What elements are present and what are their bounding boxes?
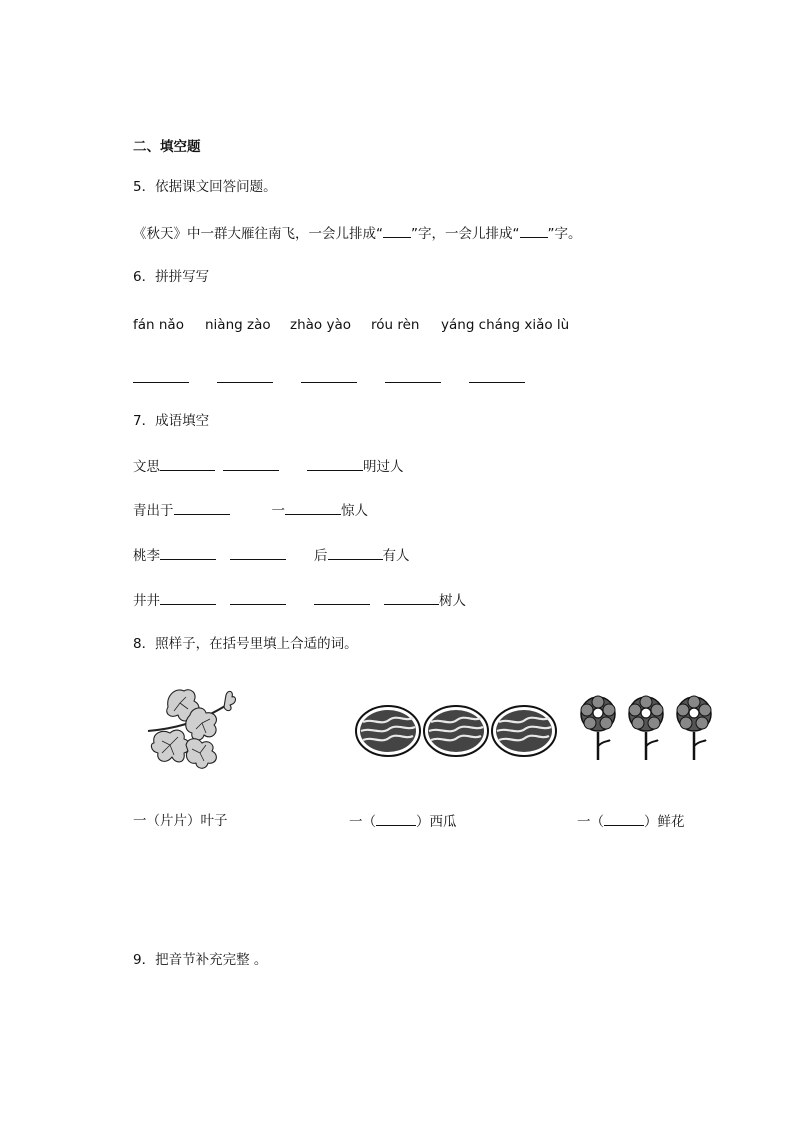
q8-example-leaves: 一（片片）叶子 bbox=[133, 813, 228, 829]
q6-pinyin-3: zhào yào bbox=[290, 317, 351, 333]
q8-watermelon-blank[interactable] bbox=[376, 812, 416, 826]
q7-r1-prefix: 文思 bbox=[133, 459, 160, 475]
q6-answer-line-4[interactable] bbox=[385, 382, 441, 383]
q6-answer-line-1[interactable] bbox=[133, 382, 189, 383]
leaves-illustration bbox=[140, 685, 240, 777]
section-title: 二、填空题 bbox=[133, 139, 201, 155]
q7-r2-suffix: 惊人 bbox=[341, 503, 368, 519]
q7-blank[interactable] bbox=[307, 457, 363, 471]
q7-r3-prefix: 桃李 bbox=[133, 548, 160, 564]
q7-blank[interactable] bbox=[230, 546, 286, 560]
q8-flowers-suffix: ）鲜花 bbox=[644, 814, 685, 830]
q7-r2-prefix: 青出于 bbox=[133, 503, 174, 519]
q7-r2-middle: 一 bbox=[271, 503, 285, 519]
q7-r1-suffix: 明过人 bbox=[363, 459, 404, 475]
q7-blank[interactable] bbox=[160, 591, 216, 605]
q5-blank-2[interactable] bbox=[520, 224, 548, 238]
q7-blank[interactable] bbox=[328, 546, 383, 560]
q8-title: 8．照样子，在括号里填上合适的词。 bbox=[133, 636, 358, 652]
q6-answer-line-3[interactable] bbox=[301, 382, 357, 383]
q7-blank[interactable] bbox=[160, 546, 216, 560]
q8-watermelon-prefix: 一（ bbox=[349, 814, 376, 830]
q7-blank[interactable] bbox=[160, 457, 215, 471]
q7-row-1 bbox=[133, 457, 404, 476]
q6-pinyin-5: yáng cháng xiǎo lù bbox=[441, 317, 570, 333]
q5-text-b: ”字，一会儿排成“ bbox=[411, 226, 520, 242]
q7-r3-middle: 后 bbox=[314, 548, 328, 564]
q5-title: 5．依据课文回答问题。 bbox=[133, 179, 277, 195]
q8-item-flowers bbox=[577, 812, 685, 831]
q7-r4-suffix: 树人 bbox=[439, 593, 466, 609]
q5-text-a: 《秋天》中一群大雁往南飞，一会儿排成“ bbox=[133, 226, 383, 242]
q8-watermelon-suffix: ）西瓜 bbox=[416, 814, 457, 830]
q8-flowers-prefix: 一（ bbox=[577, 814, 604, 830]
q6-pinyin-4: róu rèn bbox=[371, 317, 420, 333]
q7-blank[interactable] bbox=[223, 457, 279, 471]
q8-item-watermelon bbox=[349, 812, 457, 831]
q6-answer-line-5[interactable] bbox=[469, 382, 525, 383]
q7-blank[interactable] bbox=[285, 501, 341, 515]
q5-text-c: ”字。 bbox=[547, 226, 582, 242]
q7-row-3 bbox=[133, 546, 410, 565]
q6-answer-line-2[interactable] bbox=[217, 382, 273, 383]
q7-row-4 bbox=[133, 591, 466, 610]
q9-title: 9．把音节补充完整 。 bbox=[133, 952, 268, 968]
q6-title: 6．拼拼写写 bbox=[133, 269, 210, 285]
q6-pinyin-1: fán nǎo bbox=[133, 317, 184, 333]
q5-blank-1[interactable] bbox=[383, 224, 411, 238]
q8-flowers-blank[interactable] bbox=[604, 812, 644, 826]
q7-r4-prefix: 井井 bbox=[133, 593, 160, 609]
watermelons-illustration bbox=[355, 704, 559, 758]
q7-blank[interactable] bbox=[314, 591, 370, 605]
q6-pinyin-2: niàng zào bbox=[205, 317, 271, 333]
q7-row-2 bbox=[133, 501, 368, 520]
flowers-illustration bbox=[580, 694, 716, 762]
q5-text bbox=[133, 224, 582, 243]
q7-r3-suffix: 有人 bbox=[382, 548, 410, 564]
q7-blank[interactable] bbox=[230, 591, 286, 605]
q7-blank[interactable] bbox=[384, 591, 439, 605]
q7-blank[interactable] bbox=[174, 501, 230, 515]
q7-title: 7．成语填空 bbox=[133, 413, 210, 429]
